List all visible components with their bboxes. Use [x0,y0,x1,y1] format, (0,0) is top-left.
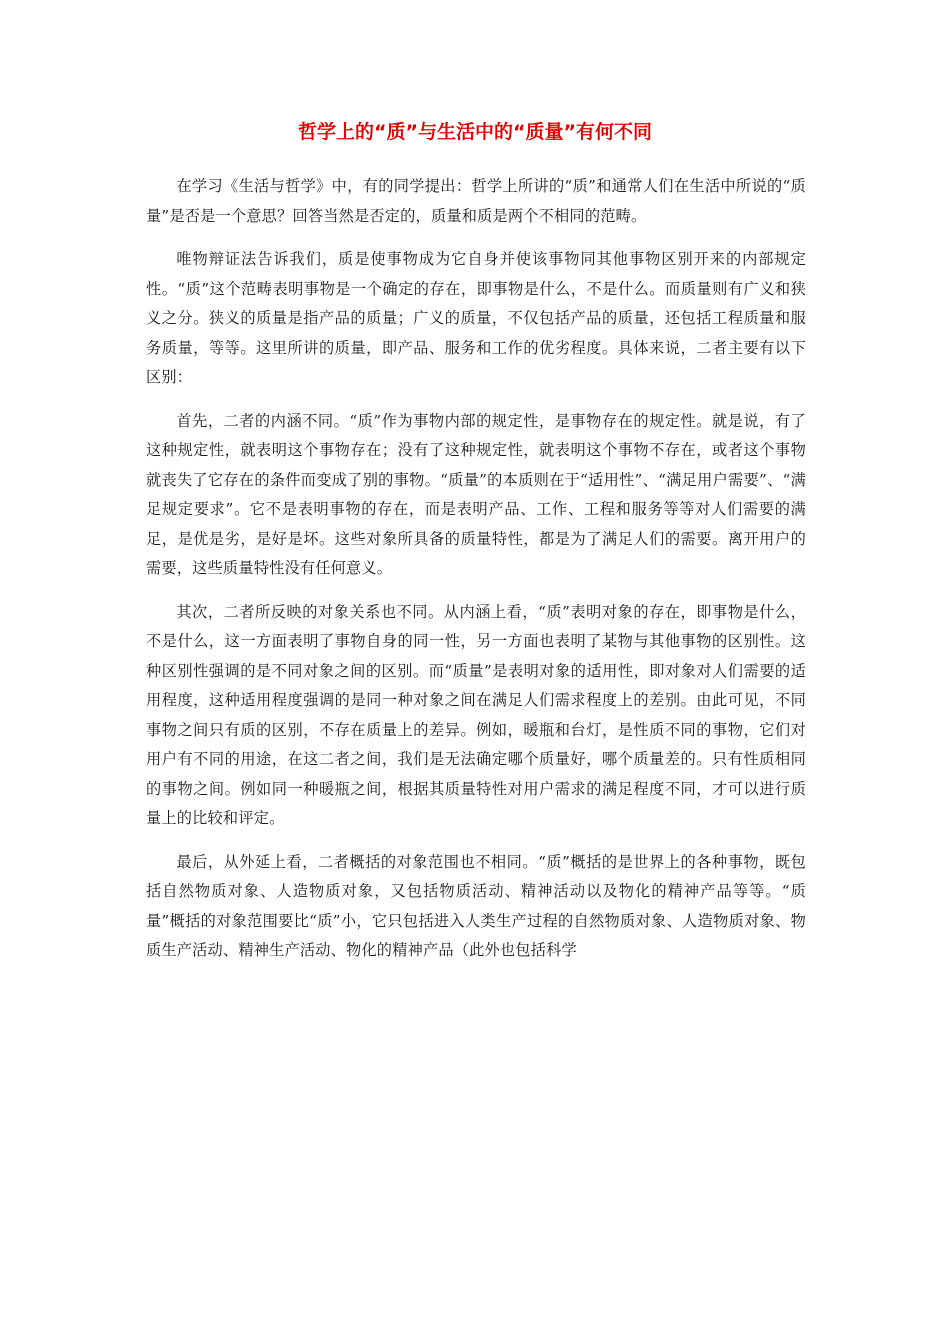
document-body [146,172,806,980]
paragraph-definition: 唯物辩证法告诉我们，质是使事物成为它自身并使该事物同其他事物区别开来的内部规定性。“质”这个范畴表明事物是一个确定的存在，即事物是什么，不是什么。而质量则有广义和狭义之分。狭义的质量是指产品的质量；广义的质量，不仅包括产品的质量，还包括工程质量和服务质量，等等。这里所讲的质量，即产品、服务和工作的优劣程度。具体来说，二者主要有以下区别： [146,250,806,386]
paragraph-third-difference: 最后，从外延上看，二者概括的对象范围也不相同。“质”概括的是世界上的各种事物，既包括自然物质对象、人造物质对象，又包括物质活动、精神活动以及物化的精神产品等等。“质量”概括的对象范围要比“质”小，它只包括进入人类生产过程的自然物质对象、人造物质对象、物质生产活动、精神生产活动、物化的精神产品（此外也包括科学 [146,852,806,959]
paragraph-intro: 在学习《生活与哲学》中，有的同学提出：哲学上所讲的“质”和通常人们在生活中所说的“质量”是否是一个意思？回答当然是否定的，质量和质是两个不相同的范畴。 [146,177,806,225]
paragraph-second-difference: 其次，二者所反映的对象关系也不同。从内涵上看，“质”表明对象的存在，即事物是什么，不是什么，这一方面表明了事物自身的同一性，另一方面也表明了某物与其他事物的区别性。这种区别性强调的是不同对象之间的区别。而“质量”是表明对象的适用性，即对象对人们需要的适用程度，这种适用程度强调的是同一种对象之间在满足人们需求程度上的差别。由此可见，不同事物之间只有质的区别，不存在质量上的差异。例如，暖瓶和台灯，是性质不同的事物，它们对用户有不同的用途，在这二者之间，我们是无法确定哪个质量好，哪个质量差的。只有性质相同的事物之间。例如同一种暖瓶之间，根据其质量特性对用户需求的满足程度不同，才可以进行质量上的比较和评定。 [146,602,806,827]
document-title: 哲学上的“质”与生活中的“质量”有何不同 [298,121,652,143]
paragraph-first-difference: 首先，二者的内涵不同。“质”作为事物内部的规定性，是事物存在的规定性。就是说，有了这种规定性，就表明这个事物存在；没有了这种规定性，就表明这个事物不存在，或者这个事物就丧失了它存在的条件而变成了别的事物。“质量”的本质则在于“适用性”、“满足用户需要”、“满足规定要求”。它不是表明事物的存在，而是表明产品、工作、工程和服务等等对人们需要的满足，是优是劣，是好是坏。这些对象所具备的质量特性，都是为了满足人们的需要。离开用户的需要，这些质量特性没有任何意义。 [146,411,806,577]
